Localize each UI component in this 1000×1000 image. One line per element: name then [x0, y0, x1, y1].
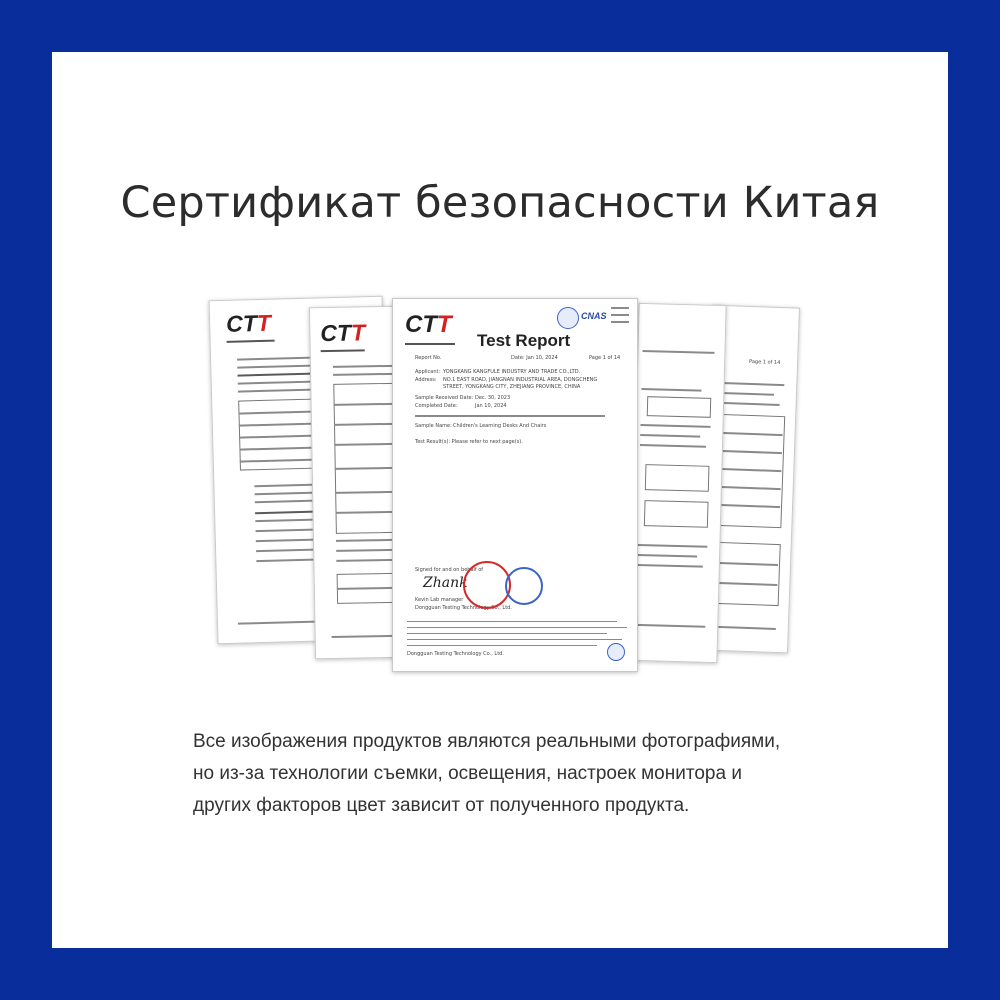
accreditation-logo: [557, 307, 579, 329]
ctt-logo: CTT: [405, 311, 452, 338]
disclaimer-line-1: Все изображения продуктов являются реальными фотографиями,: [193, 731, 781, 752]
ctt-logo: CTT: [320, 319, 366, 347]
page-title: Сертификат безопасности Китая: [120, 178, 880, 228]
signature: Zhank: [423, 575, 468, 591]
ctt-logo: CTT: [225, 309, 272, 337]
red-seal: [463, 561, 511, 609]
disclaimer-line-3: других факторов цвет зависит от полученного продукта.: [193, 795, 690, 816]
certificate-doc-right: [629, 303, 726, 663]
photo-disclaimer: [193, 726, 853, 822]
test-report-front: CTT CNAS Test Report Report No. Date: Jan 10, 2024 Page 1 of 14 Applicant: YONGKANG KANGFULE INDUSTRY AND TRADE CO.,LTD. Address: NO.1 EAST ROAD, JIANGNAN INDUSTRIAL AREA, DONGCHENG STREET, YONGKANG CITY, ZHEJIANG PROVINCE, CHINA Sample Received Date: Dec. 30, 2023 Completed Date: Jan 10, 2024 Sample Name: Children's Learning Desks And Chairs Test Result(s): Please refer to next page(s). Signed for and on behalf of Zhank Kevin Lab manager Dongguan Testing Technology Co., Ltd. Dongguan Testing Technology Co., Ltd.: [392, 298, 638, 672]
cnas-logo: CNAS: [581, 311, 607, 321]
footer-seal: [607, 643, 625, 661]
report-title: Test Report: [477, 331, 571, 350]
blue-seal: [505, 567, 543, 605]
disclaimer-line-2: но из-за технологии съемки, освещения, настроек монитора и: [193, 763, 742, 784]
certificate-doc-far-right: Page 1 of 14: [700, 305, 800, 654]
